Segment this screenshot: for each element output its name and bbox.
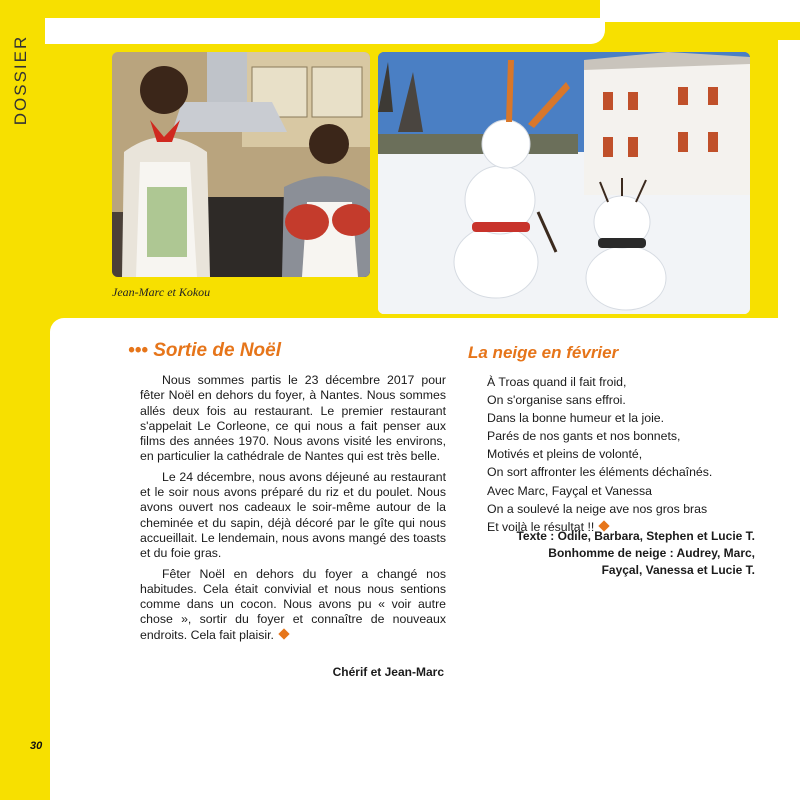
photo-caption: Jean-Marc et Kokou	[112, 285, 211, 299]
poem	[487, 373, 727, 536]
section-label: DOSSIER	[11, 34, 30, 126]
kitchen-photo	[112, 52, 370, 277]
header-strip	[45, 18, 605, 44]
title-dots: •••	[128, 340, 148, 361]
poem-line: On s'organise sans effroi.	[487, 393, 626, 408]
poem-line: On a soulevé la neige ave nos gros bras	[487, 501, 708, 516]
credit-line: Texte : Odile, Barbara, Stephen et Lucie T.	[516, 529, 755, 543]
article-title-right: La neige en février	[468, 343, 619, 362]
title-text: Sortie de Noël	[153, 340, 281, 361]
end-mark-icon	[278, 628, 289, 639]
article-signature-left: Chérif et Jean-Marc	[332, 665, 444, 679]
poem-line: Avec Marc, Fayçal et Vanessa	[487, 483, 652, 498]
credits	[470, 528, 755, 579]
article-body-left	[140, 373, 446, 648]
frame-cutout	[600, 0, 800, 22]
kitchen-photo-illustration	[112, 52, 370, 277]
paragraph: Nous sommes partis le 23 décembre 2017 pour fêter Noël en dehors du foyer, à Nantes. Nous sommes allés deux fois au restaurant. Le premier restaurant s'appelait Le Corleone, ce qui nous a fait penser aux films des années 1970. Nous avons visité les environs, en particulier la cathédrale de Nantes qui est très belle.	[140, 373, 446, 464]
article-title-left	[128, 340, 281, 362]
page-edge	[778, 40, 800, 800]
poem-line: À Troas quand il fait froid,	[487, 375, 627, 389]
snowmen-photo	[378, 52, 750, 314]
paragraph: Le 24 décembre, nous avons déjeuné au restaurant et le soir nous avons préparé du riz et du poulet. Nous avons ouvert nos cadeaux le soir-même autour de la cheminée et du sapin, déjà décoré par le gîte qui nous accueillait. Le lendemain, nous avons mangé des toasts et du foie gras.	[140, 469, 446, 561]
credit-line: Bonhomme de neige : Audrey, Marc,	[548, 546, 755, 560]
poem-line: Et voilà le résultat !!	[487, 518, 727, 536]
frame-left-band	[0, 320, 50, 800]
credit-line: Fayçal, Vanessa et Lucie T.	[601, 563, 755, 577]
poem-line: On sort affronter les éléments déchaînés.	[487, 465, 713, 480]
poem-line: Parés de nos gants et nos bonnets,	[487, 429, 681, 444]
paragraph: Fêter Noël en dehors du foyer a changé nos habitudes. Cela était convivial et nous nous sentions comme dans un cocon. Nous avons pu « voir autre chose », sortir du foyer et connaître de nouveaux endroits. Cela fait plaisir.	[140, 566, 446, 642]
snowmen-photo-illustration	[378, 52, 750, 314]
page-number: 30	[30, 740, 43, 752]
poem-line: Dans la bonne humeur et la joie.	[487, 411, 665, 426]
poem-line: Motivés et pleins de volonté,	[487, 447, 643, 462]
